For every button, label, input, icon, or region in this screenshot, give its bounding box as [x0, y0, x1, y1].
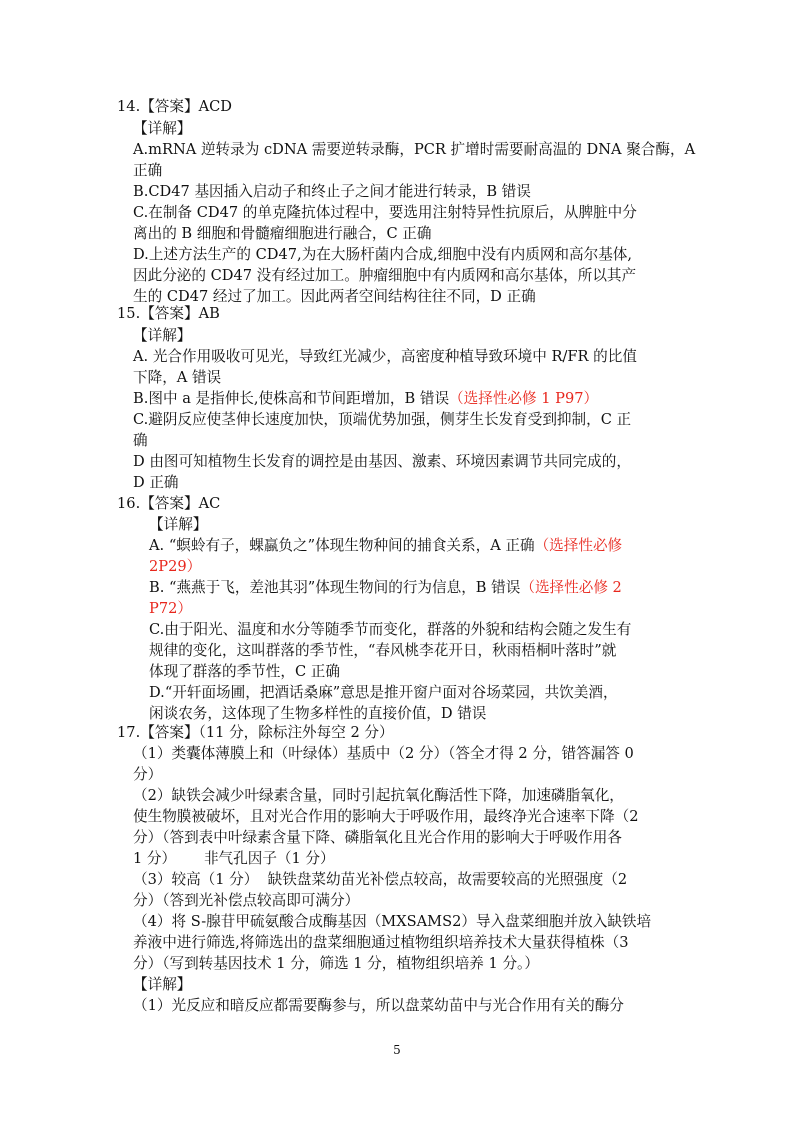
page-number: 5: [393, 1043, 401, 1057]
q17-line: （4）将 S-腺苷甲硫氨酸合成酶基因（MXSAMS2）导入盘菜细胞并放入缺铁培: [133, 913, 652, 930]
q16-detail-heading: 【详解】: [149, 516, 208, 533]
q17-line: （1）类囊体薄膜上和（叶绿体）基质中（2 分）（答全才得 2 分，错答漏答 0: [133, 745, 634, 762]
q15-line: C.避阴反应使茎伸长速度加快，顶端优势加强，侧芽生长发育受到抑制，C 正: [133, 411, 632, 428]
q17-answer: 17.【答案】（11 分，除标注外每空 2 分）: [117, 724, 394, 741]
q14-line: 离出的 B 细胞和骨髓瘤细胞进行融合，C 正确: [133, 225, 432, 242]
q15-line: A. 光合作用吸收可见光，导致红光减少，高密度种植导致环境中 R/FR 的比值: [133, 348, 637, 365]
q14-line: 因此分泌的 CD47 没有经过加工。肿瘤细胞中有内质网和高尔基体，所以其产: [133, 267, 637, 284]
q14-line: D.上述方法生产的 CD47,为在大肠杆菌内合成,细胞中没有内质网和高尔基体,: [133, 246, 633, 263]
q15-textbook-reference: （选择性必修 1 P97）: [449, 390, 599, 407]
q17-line: 1 分） 非气孔因子（1 分）: [133, 850, 335, 867]
q16-textbook-reference: （选择性必修 2: [520, 579, 622, 596]
q17-line: （2）缺铁会减少叶绿素含量，同时引起抗氧化酶活性下降，加速磷脂氧化，: [133, 787, 624, 804]
q16-line: C.由于阳光、温度和水分等随季节而变化，群落的外貌和结构会随之发生有: [149, 621, 632, 638]
q15-line: D 正确: [133, 474, 179, 491]
q14-answer: 14.【答案】ACD: [117, 98, 232, 115]
q16-textbook-reference: （选择性必修: [534, 537, 623, 554]
q16-answer: 16.【答案】AC: [117, 495, 221, 512]
q16-line-b-text: B. “燕燕于飞，差池其羽”体现生物间的行为信息，B 错误: [149, 579, 521, 596]
q17-line: 分）（答到光补偿点较高即可满分）: [133, 892, 360, 909]
q15-detail-heading: 【详解】: [133, 327, 192, 344]
q14-line: B.CD47 基因插入启动子和终止子之间才能进行转录，B 错误: [133, 183, 531, 200]
q17-line: （3）较高（1 分） 缺铁盘菜幼苗光补偿点较高，故需要较高的光照强度（2: [133, 871, 628, 888]
q17-line: 分）（答到表中叶绿素含量下降、磷脂氧化且光合作用的影响大于呼吸作用各: [133, 829, 622, 846]
q16-line-a-text: A. “螟蛉有子，蜾蠃负之”体现生物种间的捕食关系，A 正确: [149, 537, 535, 554]
q15-line: D 由图可知植物生长发育的调控是由基因、激素、环境因素调节共同完成的，: [133, 453, 631, 470]
q15-line-b-text: B.图中 a 是指伸长,使株高和节间距增加，B 错误: [133, 390, 450, 407]
q16-line-b: [149, 577, 622, 599]
q17-line: 使生物膜被破坏，且对光合作用的影响大于呼吸作用，最终净光合速率下降（2: [133, 808, 639, 825]
q17-line: （1）光反应和暗反应都需要酶参与，所以盘菜幼苗中与光合作用有关的酶分: [133, 997, 624, 1014]
q16-textbook-reference: 2P29）: [149, 558, 202, 575]
q15-line-b: [133, 388, 598, 410]
q17-line: 分）（写到转基因技术 1 分，筛选 1 分，植物组织培养 1 分。）: [133, 955, 539, 972]
q14-line: C.在制备 CD47 的单克隆抗体过程中，要选用注射特异性抗原后，从脾脏中分: [133, 204, 637, 221]
q16-line: D.“开轩面场圃，把酒话桑麻”意思是推开窗户面对谷场菜园，共饮美酒，: [149, 684, 618, 701]
q17-line: 养液中进行筛选,将筛选出的盘菜细胞通过植物组织培养技术大量获得植株（3: [133, 934, 629, 951]
q16-textbook-reference: P72）: [149, 600, 192, 617]
q14-line: 正确: [133, 162, 163, 179]
q15-answer: 15.【答案】AB: [117, 305, 220, 322]
q16-line: 规律的变化，这叫群落的季节性，“春风桃李花开日，秋雨梧桐叶落时”就: [149, 642, 617, 659]
q14-detail-heading: 【详解】: [133, 120, 192, 137]
q16-line: 闲谈农务，这体现了生物多样性的直接价值，D 错误: [149, 705, 487, 722]
q15-line: 确: [133, 432, 148, 449]
q15-line: 下降，A 错误: [133, 369, 222, 386]
q17-detail-heading: 【详解】: [133, 976, 192, 993]
q17-line: 分）: [133, 766, 163, 783]
q14-line: A.mRNA 逆转录为 cDNA 需要逆转录酶，PCR 扩增时需要耐高温的 DNA 聚合酶，A: [133, 141, 696, 158]
q14-line: 生的 CD47 经过了加工。因此两者空间结构往往不同，D 正确: [133, 288, 536, 305]
q16-line-a: [149, 535, 622, 557]
q16-line: 体现了群落的季节性，C 正确: [149, 663, 340, 680]
